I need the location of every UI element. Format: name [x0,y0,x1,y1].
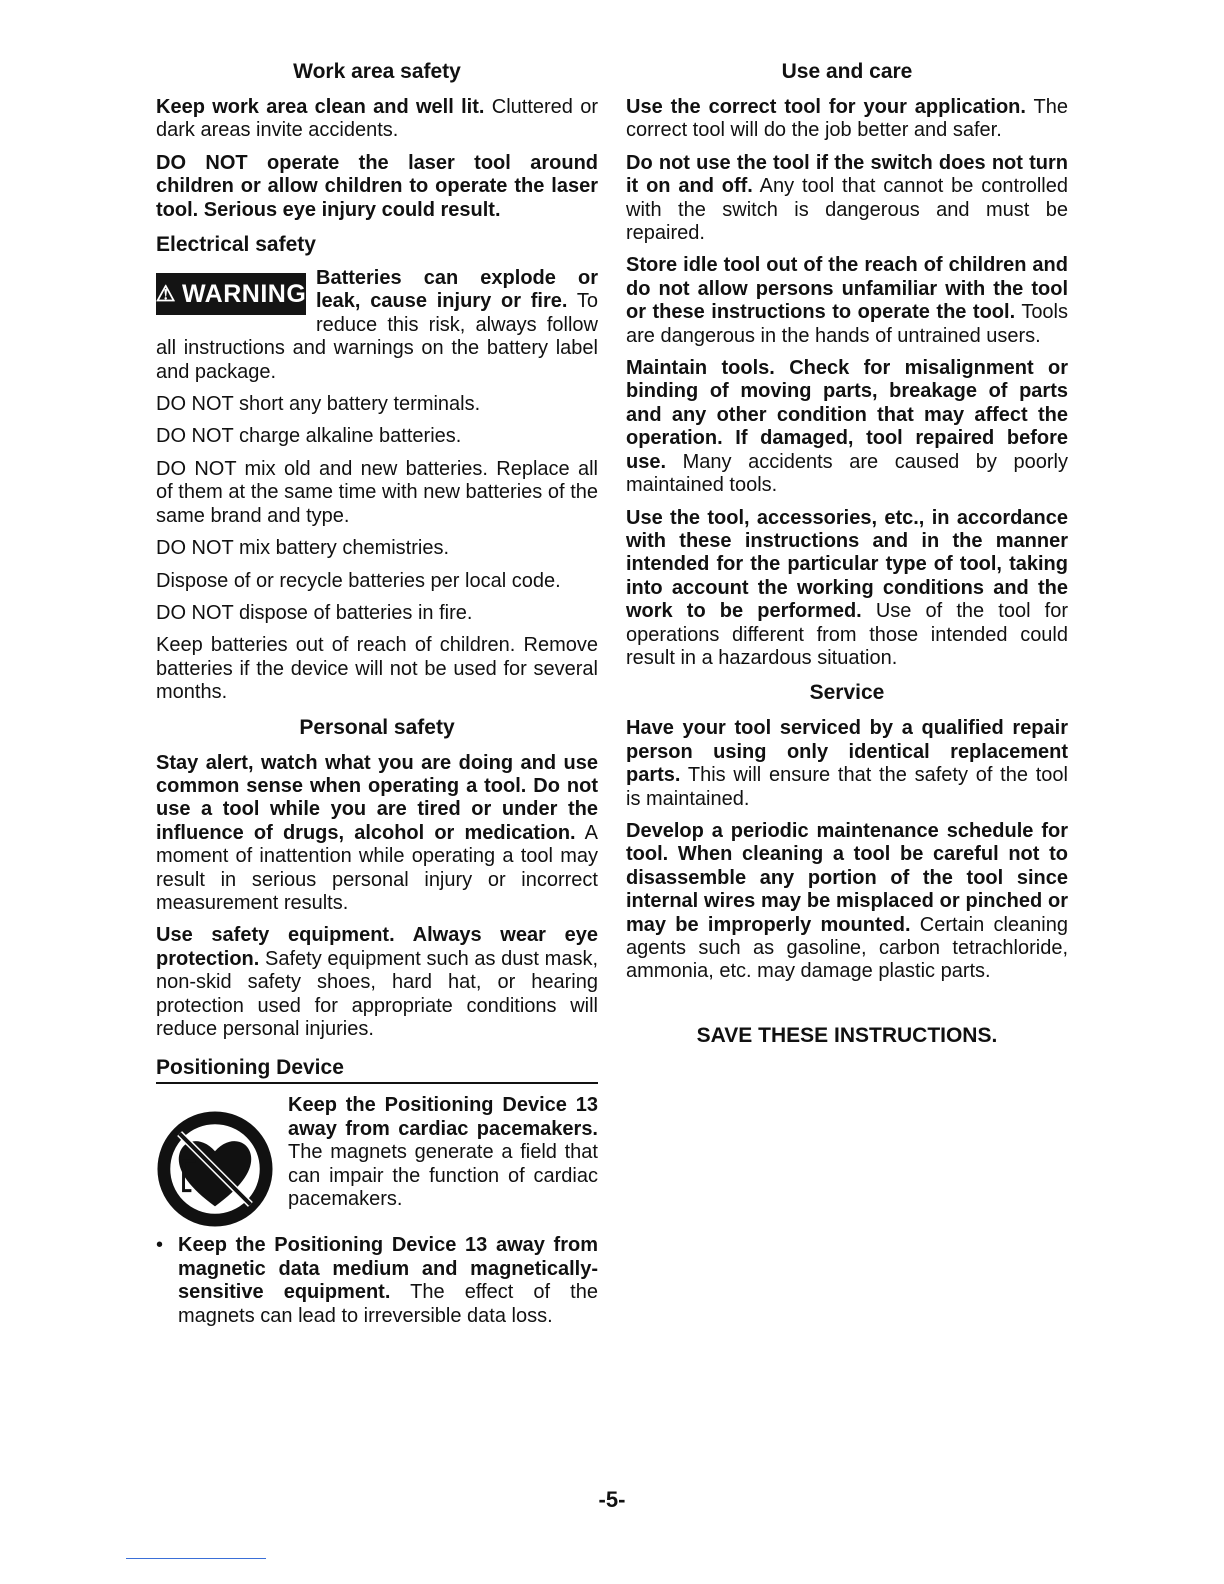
work-area-paragraph: Keep work area clean and well lit. Cluttered or dark areas invite accidents. [156,96,598,142]
warning-badge: ⚠ WARNING [156,273,306,315]
battery-rule: DO NOT mix old and new batteries. Replace all of them at the same time with new batteries of the same brand and type. [156,457,598,527]
laser-children-paragraph: DO NOT operate the laser tool around children or allow children to operate the laser tool. Serious eye injury could result. [156,151,598,221]
battery-rule: DO NOT mix battery chemistries. [156,537,450,560]
battery-rule: DO NOT dispose of batteries in fire. [156,601,473,624]
battery-warning [156,267,598,393]
personal-safety-heading: Personal safety [299,715,455,739]
battery-rule: DO NOT charge alkaline batteries. [156,425,462,448]
right-column [626,58,1068,1048]
battery-rule: Keep batteries out of reach of children. Remove batteries if the device will not be used for several months. [156,634,598,704]
store-tool-paragraph: Store idle tool out of the reach of children and do not allow persons unfamiliar with the tool or these instructions to operate the tool. Tools are dangerous in the hands of untrained users. [626,254,1069,347]
work-area-safety-heading: Work area safety [293,60,461,83]
correct-tool-paragraph: Use the correct tool for your application. The correct tool will do the job better and safer. [626,96,1068,142]
electrical-safety-heading: Electrical safety [156,233,316,257]
maintenance-schedule-paragraph: Develop a periodic maintenance schedule for tool. When cleaning a tool be careful not to disassemble any portion of the tool since internal wires may be misplaced or pinched or may be improperly mounted. Certain cleaning agents such as gasoline, carbon tetrachloride, ammonia, etc. may damage plastic parts. [626,819,1068,983]
pacemaker-paragraph: Keep the Positioning Device 13 away from cardiac pacemakers. The magnets generate a field that can impair the function of cardiac pacemakers. [288,1094,598,1211]
positioning-device-heading: Positioning Device [156,1055,598,1084]
warning-triangle-icon: ⚠ [156,281,176,307]
magnetic-data-bullet [156,1234,598,1337]
use-and-care-heading: Use and care [781,60,913,83]
footer-rule [126,1558,266,1559]
magnetic-data-paragraph: Keep the Positioning Device 13 away from magnetic data medium and magnetically-sensitive equipment. The effect of the magnets can lead to irreversible data loss. [178,1234,598,1327]
left-column [156,58,598,1337]
page-number: -5- [598,1487,626,1512]
save-instructions: SAVE THESE INSTRUCTIONS. [696,1023,998,1047]
battery-rule: Dispose of or recycle batteries per local code. [156,569,561,592]
bullet-dot: • [156,1234,164,1257]
warning-paragraph: Batteries can explode or leak, cause injury or fire. To reduce this risk, always follow all instructions and warnings on the battery label and package. [156,267,598,383]
battery-rule: DO NOT short any battery terminals. [156,393,481,416]
use-accordance-paragraph: Use the tool, accessories, etc., in accordance with these instructions and in the manner intended for the particular type of tool, taking into account the working conditions and the work to be performed. Use of the tool for operations different from those intended could result in a hazardous situation. [626,506,1068,669]
service-heading: Service [809,681,885,705]
switch-paragraph: Do not use the tool if the switch does not turn it on and off. Any tool that cannot be controlled with the switch is dangerous and must be repaired. [626,151,1068,245]
maintain-tools-paragraph: Maintain tools. Check for misalignment or binding of moving parts, breakage of parts and any other condition that may affect the operation. If damaged, tool repaired before use. Many accidents are caused by poorly maintained tools. [626,357,1068,497]
pacemaker-warning [156,1094,598,1234]
safety-equipment-paragraph: Use safety equipment. Always wear eye protection. Safety equipment such as dust mask, non-skid safety shoes, hard hat, or hearing protection used for appropriate conditions will reduce personal injuries. [156,924,598,1040]
stay-alert-paragraph: Stay alert, watch what you are doing and use common sense when operating a tool. Do not use a tool while you are tired or under the influence of drugs, alcohol or medication. A moment of inattention while operating a tool may result in serious personal injury or incorrect measurement results. [156,751,598,914]
serviced-paragraph: Have your tool serviced by a qualified repair person using only identical replacement parts. This will ensure that the safety of the tool is maintained. [626,717,1068,810]
no-pacemaker-icon [156,1110,274,1228]
